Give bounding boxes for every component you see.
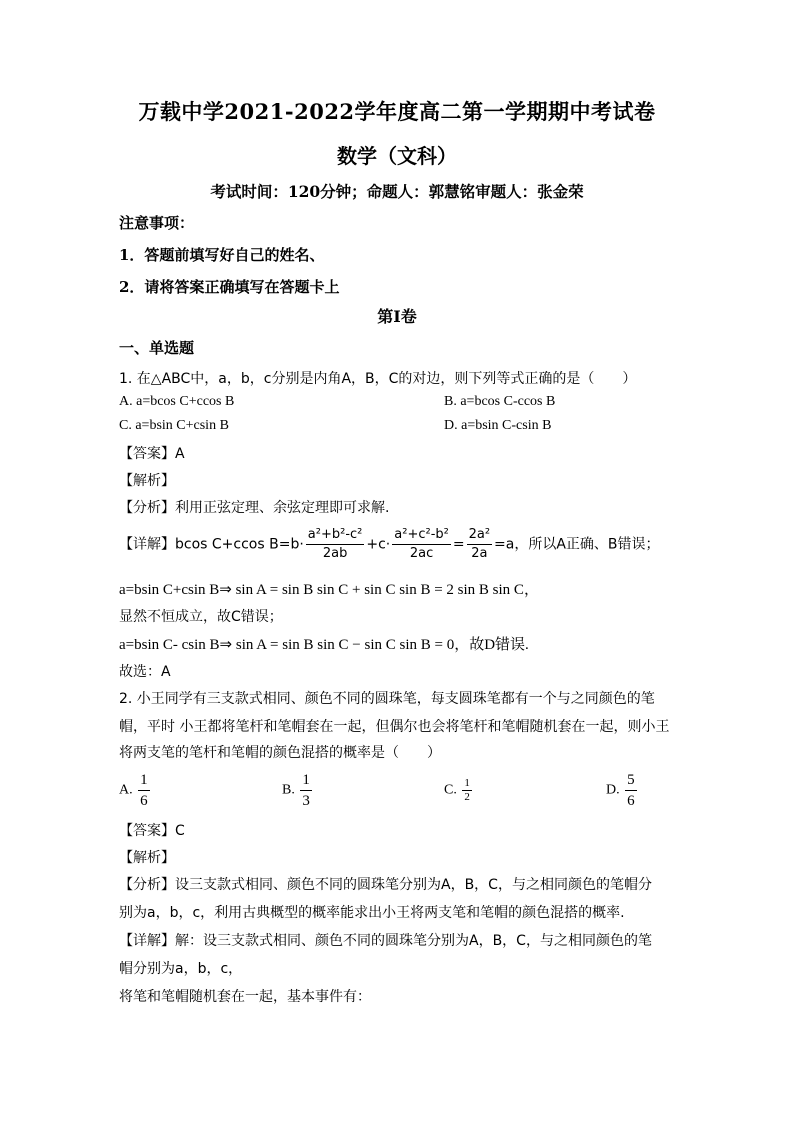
q2-detail-line-2: 帽分别为a，b，c， <box>119 961 243 977</box>
q2-stem-line-2: 帽，平时 小王都将笔杆和笔帽套在一起，但偶尔也会将笔杆和笔帽随机套在一起，则小王 <box>119 719 670 735</box>
q1-fraction-2-den: 2ac <box>409 546 434 561</box>
q2-detail-line-1: 【详解】解：设三支款式相同、颜色不同的圆珠笔分别为A，B，C，与之相同颜色的笔 <box>119 933 652 949</box>
note-item-1: 1．答题前填写好自己的姓名、 <box>119 246 325 264</box>
q1-detail-suffix: =a，所以A正确、B错误； <box>494 536 660 553</box>
q1-conclusion: 故选：A <box>119 664 171 680</box>
q1-fraction-2 <box>392 526 451 563</box>
q1-detail-line <box>119 526 660 563</box>
q1-fraction-1-num: a²+b²-c² <box>306 526 365 545</box>
q1-plus-c: +c· <box>366 536 391 553</box>
q2-option-d <box>606 770 639 811</box>
q2-option-c <box>444 777 474 804</box>
q1-analysis-label: 【解析】 <box>119 473 175 489</box>
q2-option-a-den: 6 <box>140 793 148 809</box>
q1-option-b: B. a=bcos C-ccos B <box>444 394 556 409</box>
q1-fenxi: 【分析】利用正弦定理、余弦定理即可求解. <box>119 500 390 516</box>
q2-option-c-label: C. <box>444 782 457 798</box>
note-item-2: 2．请将答案正确填写在答题卡上 <box>119 278 340 296</box>
q1-fraction-3-den: 2a <box>471 546 488 561</box>
q2-option-b-fraction <box>300 770 312 811</box>
q1-fraction-2-num: a²+c²-b² <box>392 526 451 545</box>
q2-detail-line-3: 将笔和笔帽随机套在一起，基本事件有： <box>119 989 371 1005</box>
q1-fraction-3-num: 2a² <box>467 526 492 545</box>
q2-option-a-fraction <box>138 770 150 811</box>
section-heading: 一、单选题 <box>119 339 195 357</box>
q1-answer: 【答案】A <box>119 446 185 462</box>
exam-subtitle: 数学（文科） <box>337 144 457 168</box>
q2-option-b-label: B. <box>282 782 295 798</box>
q1-option-c: C. a=bsin C+csin B <box>119 418 229 433</box>
q1-line-3: 显然不恒成立，故C错误； <box>119 609 283 625</box>
q1-stem: 1. 在△ABC中，a，b，c分别是内角A，B，C的对边，则下列等式正确的是（ ） <box>119 371 637 387</box>
q2-fenxi-line-2: 别为a，b，c，利用古典概型的概率能求出小王将两支笔和笔帽的颜色混搭的概率. <box>119 905 625 921</box>
q1-line-2: a=bsin C+csin B⇒ sin A = sin B sin C + sin C sin B = 2 sin B sin C， <box>119 582 539 598</box>
q1-fraction-1-den: 2ab <box>322 546 348 561</box>
notes-heading: 注意事项： <box>119 214 195 232</box>
q2-option-d-label: D. <box>606 782 620 798</box>
q2-option-a-label: A. <box>119 782 133 798</box>
q2-fenxi-line-1: 【分析】设三支款式相同、颜色不同的圆珠笔分别为A，B，C，与之相同颜色的笔帽分 <box>119 877 652 893</box>
q2-option-d-den: 6 <box>627 793 635 809</box>
q2-option-c-num: 1 <box>464 777 470 789</box>
q2-stem-line-3: 将两支笔的笔杆和笔帽的颜色混搭的概率是（ ） <box>119 745 441 761</box>
q2-option-c-den: 2 <box>464 791 470 803</box>
q2-option-a <box>119 770 152 811</box>
exam-info: 考试时间：120分钟；命题人：郭慧铭审题人：张金荣 <box>210 182 584 201</box>
q1-equals: = <box>452 536 465 553</box>
q1-line-4: a=bsin C- csin B⇒ sin A = sin B sin C − sin C sin B = 0，故D错误. <box>119 637 529 653</box>
q1-detail-prefix: 【详解】bcos C+ccos B=b· <box>119 536 304 553</box>
exam-title: 万载中学2021-2022学年度高二第一学期期中考试卷 <box>138 99 656 124</box>
q2-option-c-fraction <box>462 777 472 804</box>
q2-analysis-label: 【解析】 <box>119 850 175 866</box>
q1-option-a: A. a=bcos C+ccos B <box>119 394 235 409</box>
q2-option-b <box>282 770 314 811</box>
q2-option-b-num: 1 <box>300 770 312 791</box>
q2-option-b-den: 3 <box>302 793 310 809</box>
q2-option-a-num: 1 <box>138 770 150 791</box>
q2-answer: 【答案】C <box>119 823 185 839</box>
q1-fraction-1 <box>306 526 365 563</box>
q2-stem-line-1: 2. 小王同学有三支款式相同、颜色不同的圆珠笔，每支圆珠笔都有一个与之同颜色的笔 <box>119 691 655 707</box>
q1-fraction-3 <box>467 526 492 563</box>
volume-heading: 第I卷 <box>377 307 417 326</box>
q1-option-d: D. a=bsin C-csin B <box>444 418 552 433</box>
q2-option-d-fraction <box>625 770 637 811</box>
q2-option-d-num: 5 <box>625 770 637 791</box>
